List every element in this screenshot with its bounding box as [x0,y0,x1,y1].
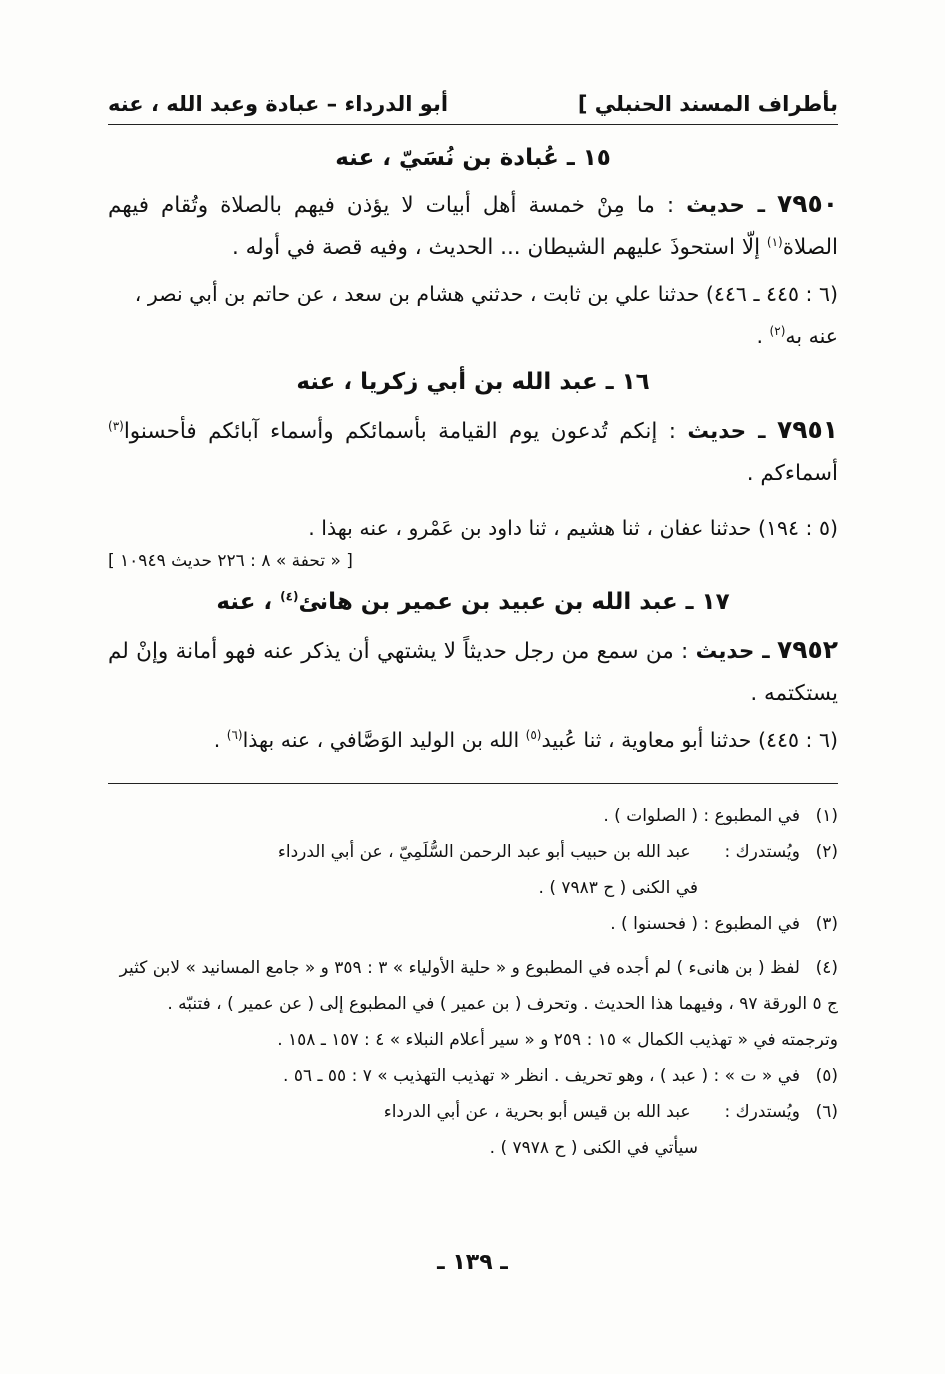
isnad-7950 [108,273,838,357]
hadith-text: أسماءكم . [746,461,838,486]
footnote-ref: (٥) [525,728,542,743]
isnad-7951: (٥ : ١٩٤) حدثنا عفان ، ثنا هشيم ، ثنا داود بن عَمْرو ، عنه بهذا . [308,516,838,540]
hadith-label: ـ حديث [686,193,765,218]
footnote-number: (٢) [815,842,838,862]
hadith-7950 [108,183,838,269]
page-number: ـ ١٣٩ ـ [437,1250,508,1275]
isnad-text: (٦ : ٤٤٥) حدثنا أبو معاوية ، ثنا عُبيد [541,728,838,752]
footnote-number: (٣) [815,914,838,934]
hadith-label: ـ حديث [695,639,770,664]
footnote-ref: (٢) [769,324,786,339]
footnote-text: في المطبوع : ( الصلوات ) . [603,806,800,826]
section-title-text: ، عنه [216,589,281,615]
section-title-16: ١٦ ـ عبد الله بن أبي زكريا ، عنه [296,369,650,395]
running-header [108,92,838,125]
footnote-6 [108,1094,838,1166]
footnote-4 [108,950,838,1058]
tuhfa-reference: [ « تحفة » ٨ : ٢٢٦ حديث ١٠٩٤٩ ] [108,551,353,571]
footnote-text: ويُستدرك : [724,842,800,862]
footnote-ref: (٣) [108,418,124,433]
footnote-1 [108,798,838,834]
footnote-divider [108,783,838,784]
footnote-number: (٤) [815,958,838,978]
footnote-text: عبد الله بن قيس أبو بحرية ، عن أبي الدرداء [383,1102,691,1122]
hadith-label: ـ حديث [687,419,766,444]
footnote-5 [108,1058,838,1094]
section-title-17 [108,589,838,615]
isnad-text: . [213,728,227,752]
page [108,92,838,1166]
isnad-text: . [756,324,770,348]
section-title-text: ١٧ ـ عبد الله بن عبيد بن عمير بن هانئ [298,589,730,615]
footnote-text: وترجمته في « تهذيب الكمال » ١٥ : ٢٥٩ و « سير أعلام النبلاء » ٤ : ١٥٧ ـ ١٥٨ . [277,1030,838,1050]
footnote-text: ج ٥ الورقة ٩٧ ، وفيهما هذا الحديث . وتحرف ( بن عمير ) في المطبوع إلى ( عن عمير ) ، فتنبّه . [167,994,838,1014]
footnote-text: لفظ ( بن هانىء ) لم أجده في المطبوع و « حلية الأولياء » ٣ : ٣٥٩ و « جامع المسانيد » لابن كثير [119,958,800,978]
hadith-text: : إنكم تُدعون يوم القيامة بأسمائكم وأسماء آبائكم فأحسنوا [123,419,676,444]
isnad-text: الله بن الوليد الوَصَّافي ، عنه بهذا [242,728,526,752]
footnote-text: في « ت » : ( عبد ) ، وهو تحريف . انظر « تهذيب التهذيب » ٧ : ٥٥ ـ ٥٦ . [283,1066,800,1086]
footnote-ref: (٤) [280,589,299,604]
hadith-number: ٧٩٥٠ [776,189,838,218]
footnote-text: سيأتي في الكنى ( ح ٧٩٧٨ ) . [489,1138,698,1158]
running-header-right: بأطراف المسند الحنبلي ] [577,92,838,116]
footnote-number: (١) [815,806,838,826]
footnote-3 [108,906,838,942]
footnote-text: ويُستدرك : [724,1102,800,1122]
footnote-text: في الكنى ( ح ٧٩٨٣ ) . [538,878,698,898]
hadith-text: : ما مِنْ خمسة أهل أبيات لا يؤذن فيهم بالصلاة وتُقام فيهم الصلاة [108,193,838,260]
hadith-number: ٧٩٥٢ [776,635,838,664]
isnad-text: (٦ : ٤٤٥ ـ ٤٤٦) حدثنا علي بن ثابت ، حدثني هشام بن سعد ، عن حاتم بن أبي نصر ، عنه به [134,282,838,348]
footnote-ref: (١) [766,234,783,249]
isnad-7952 [108,719,838,761]
running-header-left: أبو الدرداء – عبادة وعبد الله ، عنه [108,92,449,116]
footnote-ref: (٦) [226,728,243,743]
section-title-15: ١٥ ـ عُبادة بن نُسَيّ ، عنه [335,145,611,171]
footnote-number: (٦) [815,1102,838,1122]
footnote-number: (٥) [815,1066,838,1086]
hadith-7952 [108,629,838,715]
hadith-text: إلّا استحوذَ عليهم الشيطان ... الحديث ، وفيه قصة في أوله . [231,235,767,260]
hadith-number: ٧٩٥١ [776,415,838,444]
hadith-text: : من سمع من رجل حديثاً لا يشتهي أن يذكر عنه فهو أمانة وإنْ لم يستكتمه . [108,639,838,706]
hadith-7951 [108,409,838,495]
footnote-2 [108,834,838,906]
footnote-text: في المطبوع : ( فحسنوا ) . [610,914,800,934]
footnote-text: عبد الله بن حبيب أبو عبد الرحمن السُّلَمِيّ ، عن أبي الدرداء [277,842,691,862]
footnotes [108,798,838,1166]
